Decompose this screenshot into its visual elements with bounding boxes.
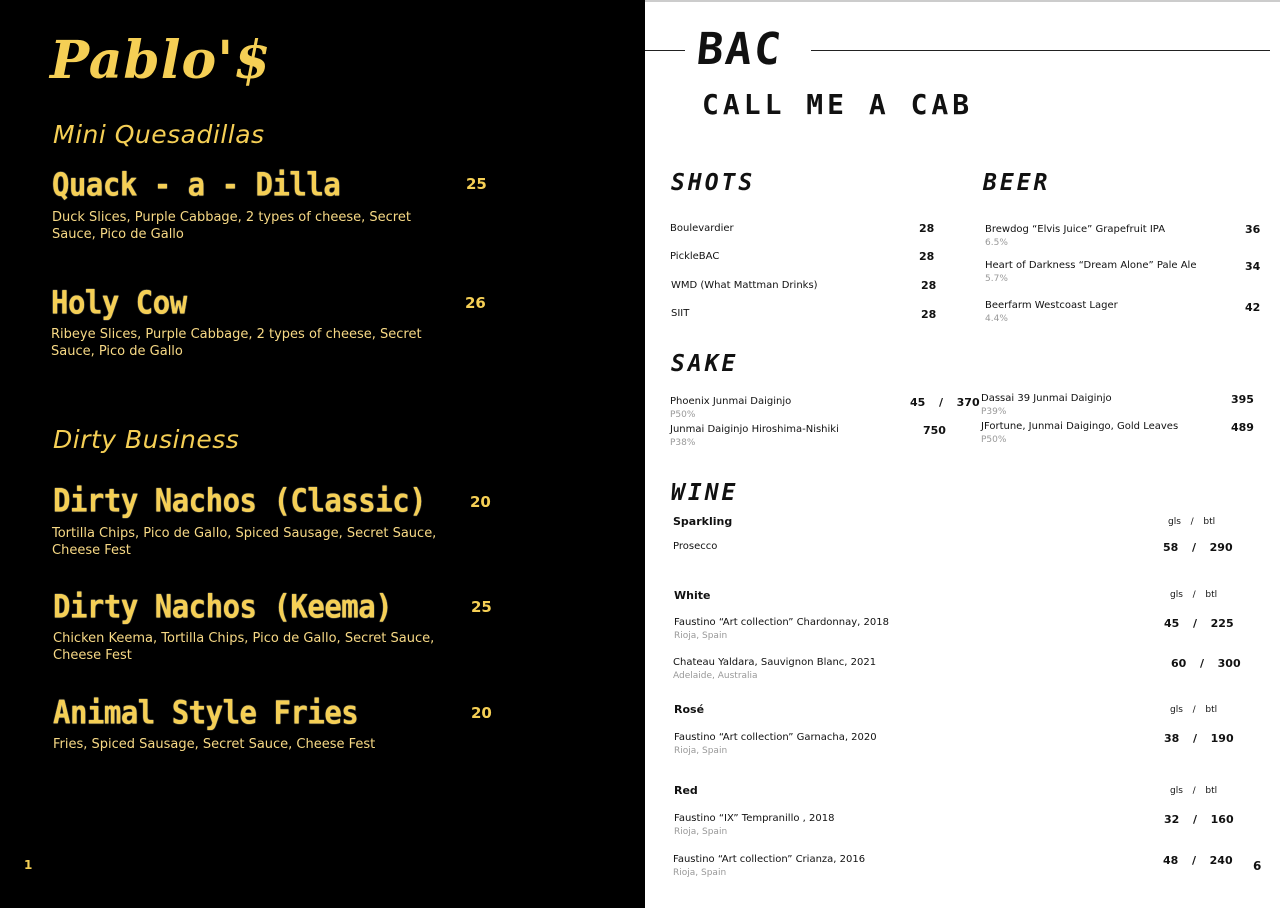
wine-group-red: Red [674, 784, 698, 797]
section-title-dirty-business: Dirty Business [53, 425, 240, 454]
drink-name: Faustino “Art collection” Chardonnay, 2018 [674, 617, 889, 628]
drink-price: 750 [923, 424, 946, 437]
drink-price: 32 / 160 [1164, 813, 1234, 826]
page-number: 1 [24, 858, 33, 872]
drink-name: PickleBAC [670, 251, 720, 262]
category-title-shots: SHOTS [671, 170, 756, 196]
drink-abv: 6.5% [985, 238, 1008, 248]
price-column-label: gls / btl [1170, 786, 1218, 796]
drink-price: 28 [919, 222, 935, 235]
drink-price: 58 / 290 [1163, 541, 1233, 554]
dish-price: 20 [470, 493, 491, 511]
dish-description: Ribeye Slices, Purple Cabbage, 2 types of cheese, Secret Sauce, Pico de Gallo [51, 327, 422, 359]
price-column-label: gls / btl [1170, 705, 1218, 715]
drink-name: Junmai Daiginjo Hiroshima-Nishiki [670, 424, 839, 435]
drink-name: SIIT [671, 308, 690, 319]
wine-group-rose: Rosé [674, 703, 705, 716]
drink-price: 489 [1231, 421, 1254, 434]
title-rule-left [645, 50, 685, 51]
category-title-beer: BEER [983, 170, 1051, 196]
drink-name: Faustino “IX” Tempranillo , 2018 [674, 813, 835, 824]
dish-name: Animal Style Fries [53, 694, 359, 732]
drink-price: 38 / 190 [1164, 732, 1234, 745]
dish-description: Tortilla Chips, Pico de Gallo, Spiced Sausage, Secret Sauce, Cheese Fest [52, 526, 437, 558]
drink-name: Chateau Yaldara, Sauvignon Blanc, 2021 [673, 657, 877, 668]
drink-name: Phoenix Junmai Daiginjo [670, 396, 792, 407]
drink-price: 60 / 300 [1171, 657, 1241, 670]
drink-price: 45 / 225 [1164, 617, 1234, 630]
dish-price: 20 [471, 704, 492, 722]
drink-price: 34 [1245, 260, 1261, 273]
wine-region: Rioja, Spain [674, 631, 728, 641]
drink-name: Faustino “Art collection” Garnacha, 2020 [674, 732, 877, 743]
drink-polish: P50% [981, 435, 1007, 445]
drink-abv: 4.4% [985, 314, 1008, 324]
drink-price: 42 [1245, 301, 1261, 314]
drink-name: Boulevardier [670, 223, 734, 234]
drink-name: Heart of Darkness “Dream Alone” Pale Ale [985, 260, 1197, 271]
page-number: 6 [1253, 859, 1262, 873]
dish-name: Holy Cow [51, 284, 187, 322]
dish-price: 25 [466, 175, 487, 193]
drink-name: Faustino “Art collection” Crianza, 2016 [673, 854, 866, 865]
price-column-label: gls / btl [1168, 517, 1216, 527]
drink-name: Dassai 39 Junmai Daiginjo [981, 393, 1112, 404]
dish-name: Quack - a - Dilla [52, 166, 341, 204]
wine-region: Rioja, Spain [673, 868, 727, 878]
drink-name: Brewdog “Elvis Juice” Grapefruit IPA [985, 224, 1166, 235]
drink-polish: P39% [981, 407, 1007, 417]
drink-price: 48 / 240 [1163, 854, 1233, 867]
bar-title: BAC [694, 24, 786, 75]
drink-name: WMD (What Mattman Drinks) [671, 280, 818, 291]
dish-price: 25 [471, 598, 492, 616]
bar-subtitle: CALL ME A CAB [702, 88, 974, 121]
drink-name: Prosecco [673, 541, 718, 552]
price-column-label: gls / btl [1170, 590, 1218, 600]
wine-region: Rioja, Spain [674, 746, 728, 756]
dish-price: 26 [465, 294, 486, 312]
category-title-wine: WINE [671, 480, 739, 506]
dish-name: Dirty Nachos (Keema) [53, 588, 393, 626]
drink-name: Beerfarm Westcoast Lager [985, 300, 1118, 311]
drink-price: 28 [919, 250, 935, 263]
title-rule-right [811, 50, 1270, 51]
drink-price: 36 [1245, 223, 1261, 236]
wine-group-white: White [674, 589, 711, 602]
category-title-sake: SAKE [671, 351, 739, 377]
drink-price: 395 [1231, 393, 1254, 406]
wine-region: Adelaide, Australia [673, 671, 758, 681]
drink-polish: P38% [670, 438, 696, 448]
wine-group-sparkling: Sparkling [673, 515, 733, 528]
drink-polish: P50% [670, 410, 696, 420]
drink-name: JFortune, Junmai Daigingo, Gold Leaves [981, 421, 1179, 432]
dish-description: Duck Slices, Purple Cabbage, 2 types of cheese, Secret Sauce, Pico de Gallo [52, 210, 411, 242]
drinks-menu-page [645, 0, 1280, 908]
drink-price: 45 / 370 [910, 396, 980, 409]
wine-region: Rioja, Spain [674, 827, 728, 837]
dish-description: Fries, Spiced Sausage, Secret Sauce, Cheese Fest [53, 737, 376, 752]
brand-logo: Pablo'$ [50, 30, 272, 91]
section-title-mini-quesadillas: Mini Quesadillas [53, 120, 265, 149]
drink-price: 28 [921, 308, 937, 321]
drink-price: 28 [921, 279, 937, 292]
dish-name: Dirty Nachos (Classic) [53, 482, 427, 520]
drink-abv: 5.7% [985, 274, 1008, 284]
dish-description: Chicken Keema, Tortilla Chips, Pico de Gallo, Secret Sauce, Cheese Fest [53, 631, 435, 663]
